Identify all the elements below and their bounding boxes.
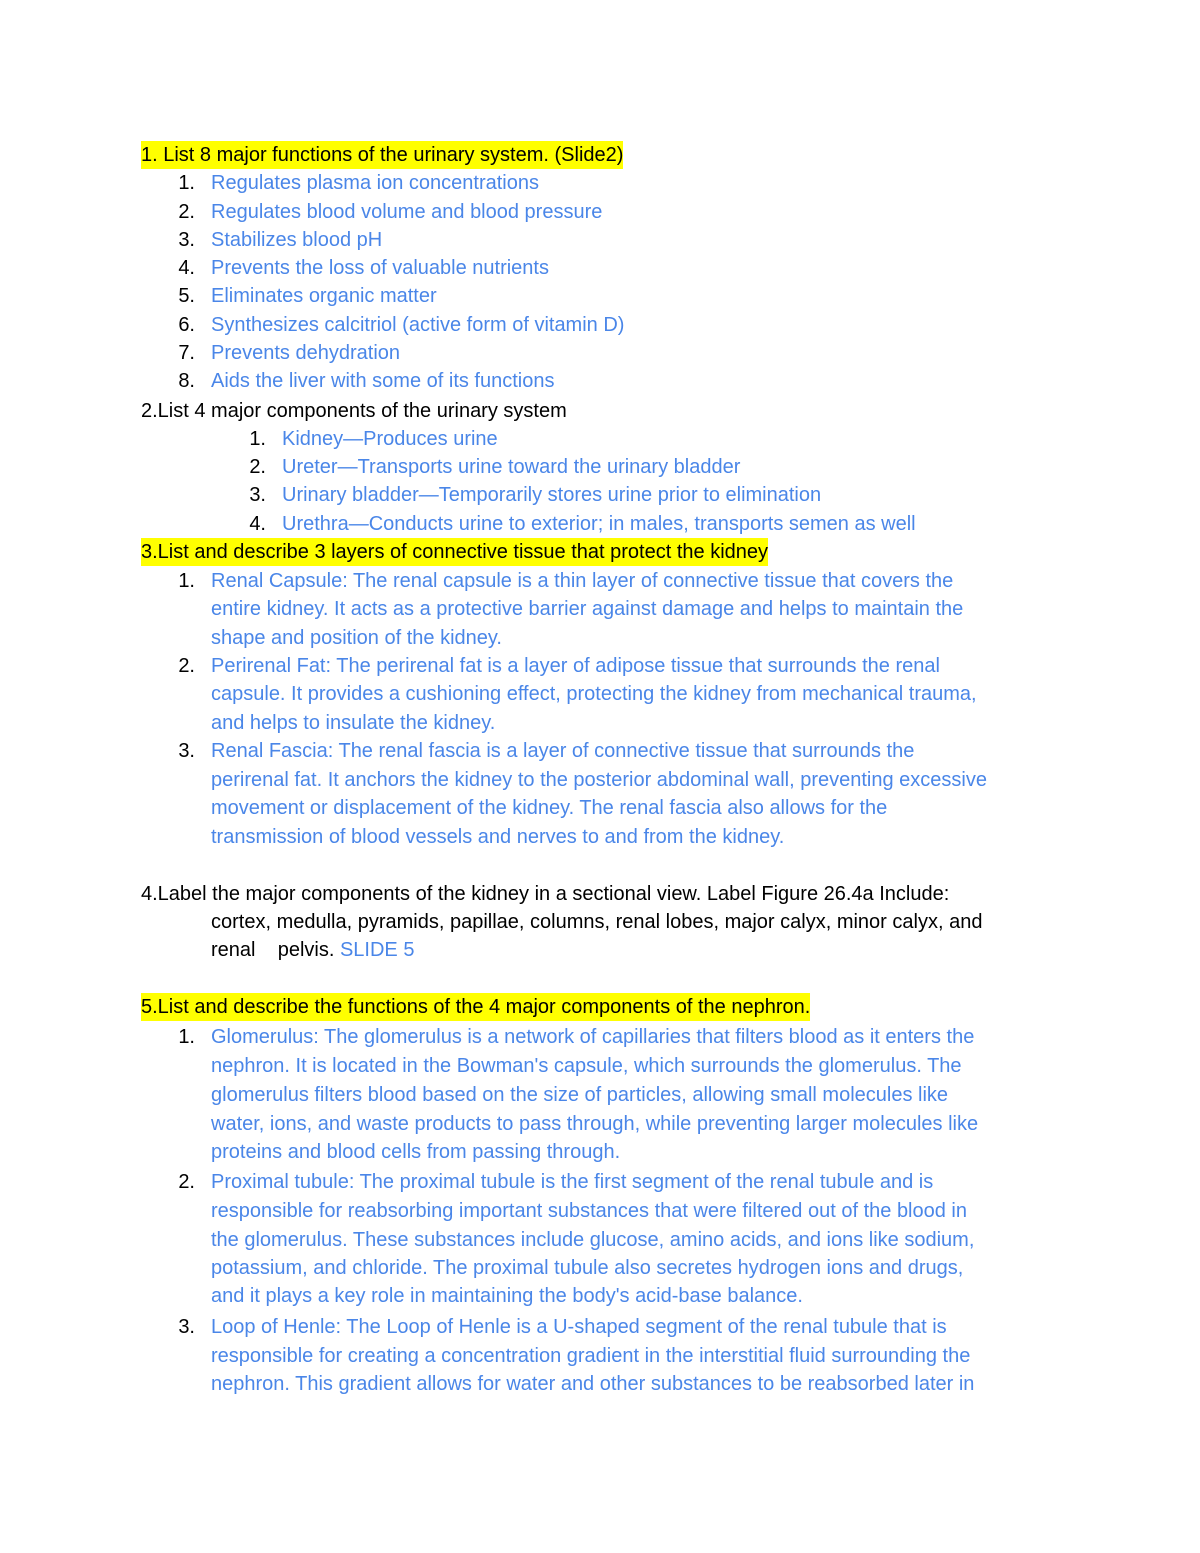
- list-item-line: potassium, and chloride. The proximal tubule also secretes hydrogen ions and drugs,: [211, 1257, 964, 1279]
- q5-heading: 5.List and describe the functions of the 4 major components of the nephron.: [141, 993, 810, 1021]
- list-item-line: nephron. It is located in the Bowman's capsule, which surrounds the glomerulus. The: [211, 1055, 962, 1077]
- list-item-line: shape and position of the kidney.: [211, 627, 502, 649]
- list-item-line: movement or displacement of the kidney. The renal fascia also allows for the: [211, 797, 888, 819]
- list-item: Ureter—Transports urine toward the urinary bladder: [282, 456, 741, 478]
- list-number: 6.: [178, 314, 195, 336]
- q4-line: cortex, medulla, pyramids, papillae, columns, renal lobes, major calyx, minor calyx, and: [211, 911, 983, 933]
- list-number: 4.: [249, 513, 266, 535]
- list-number: 8.: [178, 370, 195, 392]
- list-item-line: perirenal fat. It anchors the kidney to the posterior abdominal wall, preventing excessive: [211, 769, 987, 791]
- list-item-line: entire kidney. It acts as a protective barrier against damage and helps to maintain the: [211, 598, 964, 620]
- list-item: Eliminates organic matter: [211, 285, 437, 307]
- list-item-line: Renal Fascia: The renal fascia is a layer of connective tissue that surrounds the: [211, 740, 915, 762]
- list-number: 2.: [178, 1171, 195, 1193]
- list-item-line: Perirenal Fat: The perirenal fat is a layer of adipose tissue that surrounds the renal: [211, 655, 940, 677]
- list-number: 4.: [178, 257, 195, 279]
- list-item-line: and helps to insulate the kidney.: [211, 712, 496, 734]
- list-item: Regulates blood volume and blood pressure: [211, 201, 603, 223]
- list-item-line: the glomerulus. These substances include glucose, amino acids, and ions like sodium,: [211, 1229, 975, 1251]
- list-number: 1.: [178, 1026, 195, 1048]
- list-number: 1.: [178, 570, 195, 592]
- list-number: 7.: [178, 342, 195, 364]
- list-item-line: and it plays a key role in maintaining the body's acid-base balance.: [211, 1285, 803, 1307]
- list-item-line: Loop of Henle: The Loop of Henle is a U-shaped segment of the renal tubule that is: [211, 1316, 947, 1338]
- list-item: Aids the liver with some of its functions: [211, 370, 555, 392]
- list-number: 3.: [249, 484, 266, 506]
- list-item: Stabilizes blood pH: [211, 229, 383, 251]
- list-item: Urethra—Conducts urine to exterior; in males, transports semen as well: [282, 513, 916, 535]
- list-number: 1.: [178, 172, 195, 194]
- q3-heading: 3.List and describe 3 layers of connective tissue that protect the kidney: [141, 538, 768, 566]
- list-item-line: capsule. It provides a cushioning effect, protecting the kidney from mechanical trauma,: [211, 683, 977, 705]
- list-item-line: transmission of blood vessels and nerves to and from the kidney.: [211, 826, 785, 848]
- list-item: Prevents dehydration: [211, 342, 401, 364]
- list-item-line: water, ions, and waste products to pass through, while preventing larger molecules like: [211, 1113, 979, 1135]
- list-number: 2.: [178, 655, 195, 677]
- list-item-line: responsible for creating a concentration gradient in the interstitial fluid surrounding the: [211, 1345, 971, 1367]
- q4-line-text: renal pelvis.: [211, 939, 335, 961]
- q4-line: 4.Label the major components of the kidney in a sectional view. Label Figure 26.4a Include:: [141, 883, 950, 905]
- list-item-line: responsible for reabsorbing important substances that were filtered out of the blood in: [211, 1200, 967, 1222]
- list-item: Urinary bladder—Temporarily stores urine prior to elimination: [282, 484, 822, 506]
- slide-reference: SLIDE 5: [339, 939, 415, 961]
- list-number: 3.: [178, 1316, 195, 1338]
- list-item-line: glomerulus filters blood based on the size of particles, allowing small molecules like: [211, 1084, 949, 1106]
- list-item-line: nephron. This gradient allows for water and other substances to be reabsorbed later in: [211, 1373, 975, 1395]
- list-item-line: Renal Capsule: The renal capsule is a thin layer of connective tissue that covers the: [211, 570, 954, 592]
- list-number: 3.: [178, 740, 195, 762]
- list-item-line: Proximal tubule: The proximal tubule is the first segment of the renal tubule and is: [211, 1171, 934, 1193]
- list-item-line: Glomerulus: The glomerulus is a network of capillaries that filters blood as it enters the: [211, 1026, 975, 1048]
- q2-heading: 2.List 4 major components of the urinary system: [141, 400, 567, 422]
- list-item: Prevents the loss of valuable nutrients: [211, 257, 549, 279]
- list-number: 1.: [249, 428, 266, 450]
- q1-heading: 1. List 8 major functions of the urinary system. (Slide2): [141, 141, 623, 169]
- list-number: 2.: [249, 456, 266, 478]
- list-number: 5.: [178, 285, 195, 307]
- q4-line: [211, 936, 414, 964]
- list-item: Kidney—Produces urine: [282, 428, 498, 450]
- list-item: Synthesizes calcitriol (active form of vitamin D): [211, 314, 625, 336]
- list-item: Regulates plasma ion concentrations: [211, 172, 539, 194]
- list-item-line: proteins and blood cells from passing through.: [211, 1141, 621, 1163]
- list-number: 3.: [178, 229, 195, 251]
- list-number: 2.: [178, 201, 195, 223]
